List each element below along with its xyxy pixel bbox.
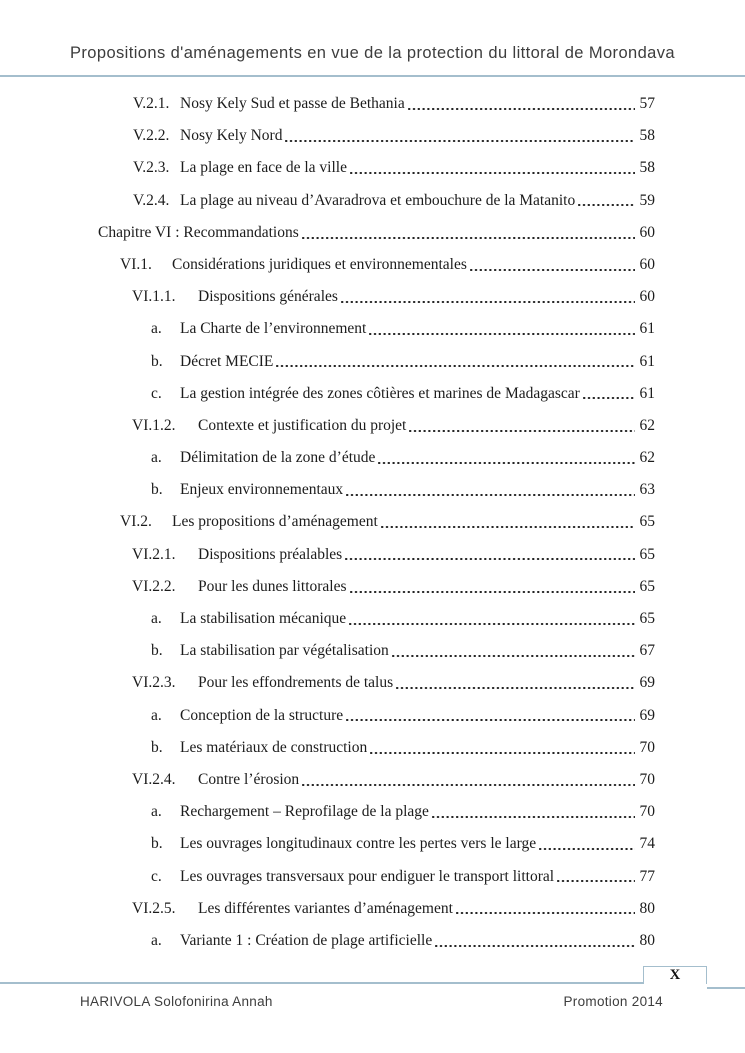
toc-entry-number: VI.1.1. [132,288,176,306]
toc-entry-page-number: 60 [639,223,655,241]
toc-entry-number: b. [151,352,163,370]
toc-entry-number: b. [151,642,163,660]
toc-entry-dot-leader [557,861,634,893]
toc-entry-number: VI.2.5. [132,899,176,917]
footer-rule-right [707,987,745,989]
toc-entry-page-number: 60 [639,255,655,273]
toc-entry-dot-leader [432,796,635,828]
toc-entry [98,378,655,410]
toc-entry-page-number: 65 [639,577,655,595]
toc-entry-label: Les ouvrages transversaux pour endiguer le transport littoral [180,867,555,885]
toc-entry-number: VI.2.4. [132,770,176,788]
toc-entry-label: Conception de la structure [180,706,344,724]
toc-entry-page-number: 60 [639,288,655,306]
toc-entry-number: VI.2. [120,513,152,531]
toc-entry [98,861,655,893]
toc-entry [98,185,655,217]
toc-entry-dot-leader [378,442,634,474]
toc-entry-number: VI.2.2. [132,577,176,595]
toc-entry-number: VI.2.1. [132,545,176,563]
toc-entry-number: c. [151,384,162,402]
toc-entry [98,281,655,313]
toc-entry-dot-leader [578,185,634,217]
toc-entry-page-number: 59 [639,191,655,209]
toc-entry-label: Variante 1 : Création de plage artificielle [180,931,433,949]
toc-entry-page-number: 57 [639,95,655,112]
toc-entry [98,539,655,571]
toc-entry-page-number: 74 [639,835,655,853]
toc-entry-dot-leader [345,539,634,571]
toc-entry-page-number: 65 [639,545,655,563]
toc-entry-page-number: 69 [639,674,655,692]
toc-entry-page-number: 61 [639,384,655,402]
toc-entry-dot-leader [381,506,635,538]
toc-entry-page-number: 65 [639,513,655,531]
toc-entry [98,796,655,828]
toc-entry-dot-leader [470,249,635,281]
toc-entry-dot-leader [392,635,635,667]
toc-entry-label: Dispositions préalables [198,545,343,563]
toc-entry-dot-leader [539,828,634,860]
toc-entry-page-number: 61 [639,352,655,370]
toc-entry [98,249,655,281]
toc-entry [98,700,655,732]
toc-entry [98,732,655,764]
toc-entry-dot-leader [302,217,635,249]
toc-entry-number: a. [151,449,162,467]
toc-entry-label: Rechargement – Reprofilage de la plage [180,803,429,821]
toc-entry-number: a. [151,610,162,627]
toc-entry-page-number: 63 [639,481,655,499]
page-number-tab: X [643,966,707,984]
toc-entry [98,474,655,506]
toc-entry-number: a. [151,803,162,821]
toc-entry-number: a. [151,931,162,949]
toc-entry-label: La stabilisation par végétalisation [180,642,389,660]
toc-entry-label: Nosy Kely Sud et passe de Bethania [180,95,405,112]
toc-entry-dot-leader [408,88,635,120]
toc-entry [98,828,655,860]
toc-entry [98,346,655,378]
toc-entry-label: Les matériaux de construction [180,738,368,756]
toc-entry-label: La stabilisation mécanique [180,610,347,627]
toc-entry [98,313,655,345]
footer-promotion: Promotion 2014 [563,994,663,1009]
toc-entry-dot-leader [369,313,634,345]
toc-entry [98,506,655,538]
toc-entry [98,635,655,667]
toc-entry-number: V.2.1. [133,95,170,112]
toc-entry-dot-leader [350,152,635,184]
toc-entry [98,120,655,152]
toc-entry-dot-leader [276,346,634,378]
footer-rule-left [0,982,643,984]
toc-entry [98,603,655,635]
toc-entry-number: VI.1. [120,255,152,273]
toc-entry-page-number: 65 [639,610,655,627]
toc-entry-label: Pour les dunes littorales [198,577,347,595]
toc-entry [98,667,655,699]
toc-entry-number: V.2.3. [133,159,170,177]
toc-entry-page-number: 80 [639,899,655,917]
toc-entry-number: a. [151,706,162,724]
toc-entry-dot-leader [346,474,634,506]
toc-entry-number: VI.1.2. [132,416,176,434]
toc-entry-number: V.2.2. [133,127,170,145]
toc-entry-number: VI.2.3. [132,674,176,692]
toc-entry-label: Décret MECIE [180,352,274,370]
toc-entry-number: a. [151,320,162,338]
toc-entry-label: Les ouvrages longitudinaux contre les pertes vers le large [180,835,537,853]
toc-entry-page-number: 67 [639,642,655,660]
page-header-title: Propositions d'aménagements en vue de la protection du littoral de Morondava [70,44,675,62]
toc-entry-label: Contre l’érosion [198,770,300,788]
toc-entry-dot-leader [302,764,634,796]
toc-entry-label: Les propositions d’aménagement [172,513,378,531]
toc-entry [98,764,655,796]
toc-entry-label: La plage au niveau d’Avaradrova et embouchure de la Matanito [180,191,576,209]
toc-entry-dot-leader [396,667,634,699]
toc-entry-number: c. [151,867,162,885]
toc-entry-page-number: 62 [639,449,655,467]
toc-entry-page-number: 62 [639,416,655,434]
toc-entry-label: Considérations juridiques et environnementales [172,255,467,273]
toc-entry-page-number: 70 [639,803,655,821]
toc-entry-dot-leader [456,893,635,925]
toc-entry-page-number: 58 [639,127,655,145]
toc-entry [98,217,655,249]
toc-entry-page-number: 58 [639,159,655,177]
toc-list [98,88,655,957]
toc-entry-page-number: 70 [639,770,655,788]
toc-entry [98,925,655,957]
toc-entry-page-number: 61 [639,320,655,338]
toc-entry-label: La gestion intégrée des zones côtières et marines de Madagascar [180,384,580,402]
toc-entry-label: Les différentes variantes d’aménagement [198,899,453,917]
toc-entry-label: Enjeux environnementaux [180,481,344,499]
toc-entry [98,88,655,120]
toc-entry-dot-leader [409,410,634,442]
toc-entry-page-number: 69 [639,706,655,724]
toc-entry-page-number: 77 [639,867,655,885]
toc-entry-dot-leader [370,732,634,764]
toc-entry-page-number: 80 [639,931,655,949]
toc-entry-number: b. [151,835,163,853]
toc-entry-dot-leader [583,378,635,410]
toc-entry-dot-leader [285,120,634,152]
toc-entry-label: La Charte de l’environnement [180,320,367,338]
toc-entry-dot-leader [350,571,635,603]
toc-entry-label: Nosy Kely Nord [180,127,283,145]
toc-entry-label: La plage en face de la ville [180,159,347,177]
toc-entry-number: b. [151,481,163,499]
toc-entry-number: V.2.4. [133,191,170,209]
toc-entry-dot-leader [435,925,634,957]
toc-entry [98,152,655,184]
toc-entry-label: Contexte et justification du projet [198,416,407,434]
header-rule [0,75,745,77]
toc-entry-dot-leader [341,281,635,313]
toc-entry-number: b. [151,738,163,756]
footer-author: HARIVOLA Solofonirina Annah [80,994,273,1009]
toc-entry-dot-leader [346,700,634,732]
toc-entry [98,893,655,925]
toc-entry-page-number: 70 [639,738,655,756]
toc-entry-label: Dispositions générales [198,288,338,306]
toc-entry-dot-leader [349,603,634,635]
toc-entry [98,442,655,474]
toc-entry-label: Chapitre VI : Recommandations [98,223,299,241]
toc-entry-label: Délimitation de la zone d’étude [180,449,376,467]
toc-entry [98,410,655,442]
toc-entry-label: Pour les effondrements de talus [198,674,394,692]
toc-entry [98,571,655,603]
